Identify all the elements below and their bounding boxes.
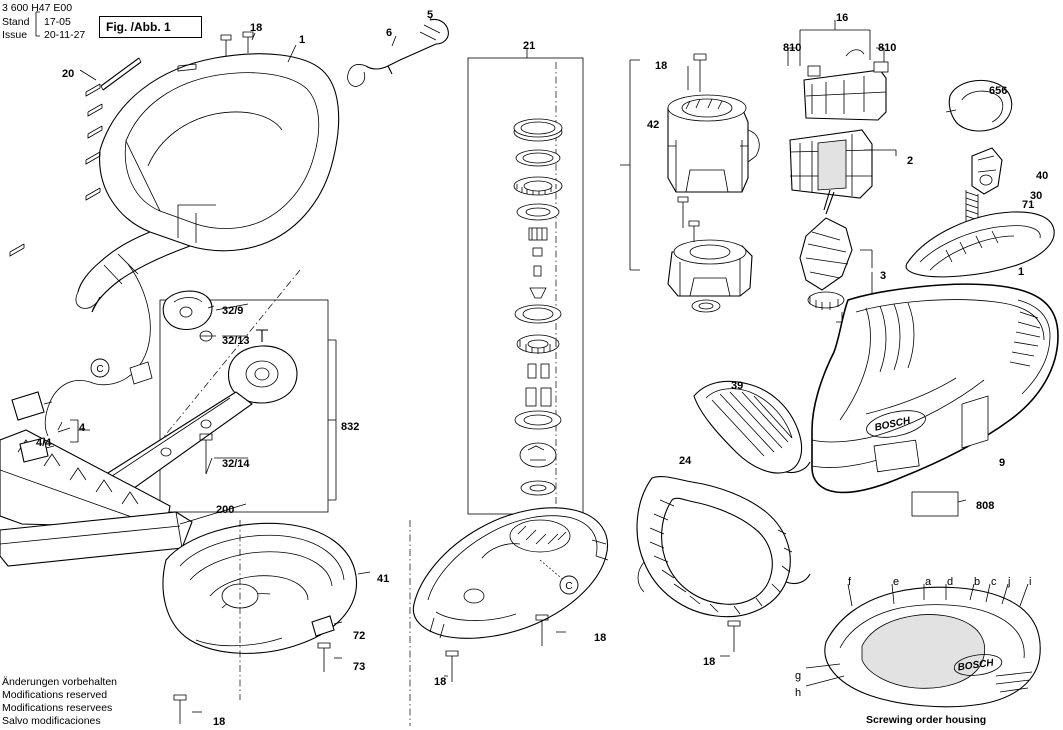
footer-line-0: Änderungen vorbehalten (2, 676, 118, 688)
gear-stack-21 (468, 48, 583, 514)
callout-number: 4 (79, 422, 86, 434)
callout-number: 42 (647, 119, 660, 131)
callout-number: 5 (427, 9, 434, 21)
stand-value: 17-05 (44, 16, 71, 28)
svg-text:BOSCH: BOSCH (873, 415, 912, 434)
callout-number: 72 (353, 630, 366, 642)
screwing-order-caption: Screwing order housing (866, 714, 987, 726)
callout-number: 18 (594, 632, 607, 644)
callout-number: 41 (377, 573, 390, 585)
main-housing-assembly (812, 284, 1058, 492)
screw-order-letter: d (947, 576, 954, 588)
footer-line-2: Modifications reservees (2, 702, 113, 714)
callout-number: 73 (353, 661, 366, 673)
callout-number: 18 (434, 676, 447, 688)
motor-field-2 (790, 130, 872, 198)
callout-number: 4/4 (36, 437, 52, 449)
callout-number: 18 (250, 22, 263, 34)
front-handle-24 (637, 477, 810, 617)
callout-number: 20 (62, 68, 75, 80)
callout-number: 32/9 (222, 305, 244, 317)
callout-number: 1 (299, 34, 306, 46)
brush-holder-16 (788, 20, 888, 120)
callout-number: 3 (880, 270, 887, 282)
callout-number: 32/14 (222, 458, 250, 470)
callout-number: 6 (386, 27, 393, 39)
power-cord (348, 16, 449, 86)
screw-order-letter: a (925, 576, 932, 588)
blade-assembly-832 (0, 270, 336, 566)
callout-number: 24 (679, 455, 692, 467)
callout-number: 18 (213, 716, 226, 728)
label-808 (912, 492, 966, 516)
housing-shell-left (10, 32, 339, 312)
screw-order-letter: j (1008, 576, 1011, 588)
callout-number: 9 (999, 457, 1006, 469)
part-number: 3 600 H47 E00 (2, 2, 73, 14)
callout-number: 808 (976, 500, 995, 512)
callout-number: 21 (523, 40, 536, 52)
callout-number: 32/13 (222, 335, 250, 347)
callout-number: 656 (989, 85, 1008, 97)
screw-order-letter: e (893, 576, 900, 588)
hand-guard-39 (694, 381, 810, 473)
callout-number: 810 (878, 42, 897, 54)
callout-number: 18 (655, 60, 668, 72)
top-cover-30 (906, 212, 1054, 277)
gear-housing-42 (668, 54, 759, 228)
gearbox-cover-41 (163, 520, 370, 724)
armature-3 (800, 190, 852, 322)
callout-number: 16 (836, 12, 849, 24)
screw-order-letter: g (795, 670, 802, 682)
callout-number: 1 (1018, 266, 1025, 278)
label-plate-9 (962, 396, 988, 448)
svg-text:BOSCH: BOSCH (956, 657, 995, 674)
callout-number: 810 (783, 42, 802, 54)
footer-line-3: Salvo modificaciones (2, 715, 101, 727)
issue-label: Issue (2, 29, 28, 41)
screw-order-letter: h (795, 687, 802, 699)
screw-order-letter: f (848, 576, 852, 588)
callout-number: 200 (216, 504, 235, 516)
callout-number: 18 (703, 656, 716, 668)
screw-order-letter: c (991, 576, 997, 588)
callout-number: 2 (907, 155, 914, 167)
callout-number: 40 (1036, 170, 1049, 182)
screwing-order-housing (806, 584, 1040, 707)
stand-label: Stand (2, 16, 30, 28)
svg-text:C: C (565, 581, 573, 592)
screw-order-letter: b (974, 576, 981, 588)
issue-value: 20-11-27 (44, 29, 86, 41)
fan-housing-lower (668, 221, 752, 312)
screw-order-letter: i (1029, 576, 1032, 588)
callout-number: 832 (341, 421, 360, 433)
latch-40 (972, 148, 1002, 194)
callout-number: 71 (1022, 199, 1035, 211)
svg-text:C: C (96, 364, 104, 375)
figure-label: Fig. /Abb. 1 (106, 20, 171, 34)
footer-line-1: Modifications reserved (2, 689, 108, 701)
callout-number: 30 (1030, 190, 1043, 202)
callout-number: 39 (731, 380, 744, 392)
